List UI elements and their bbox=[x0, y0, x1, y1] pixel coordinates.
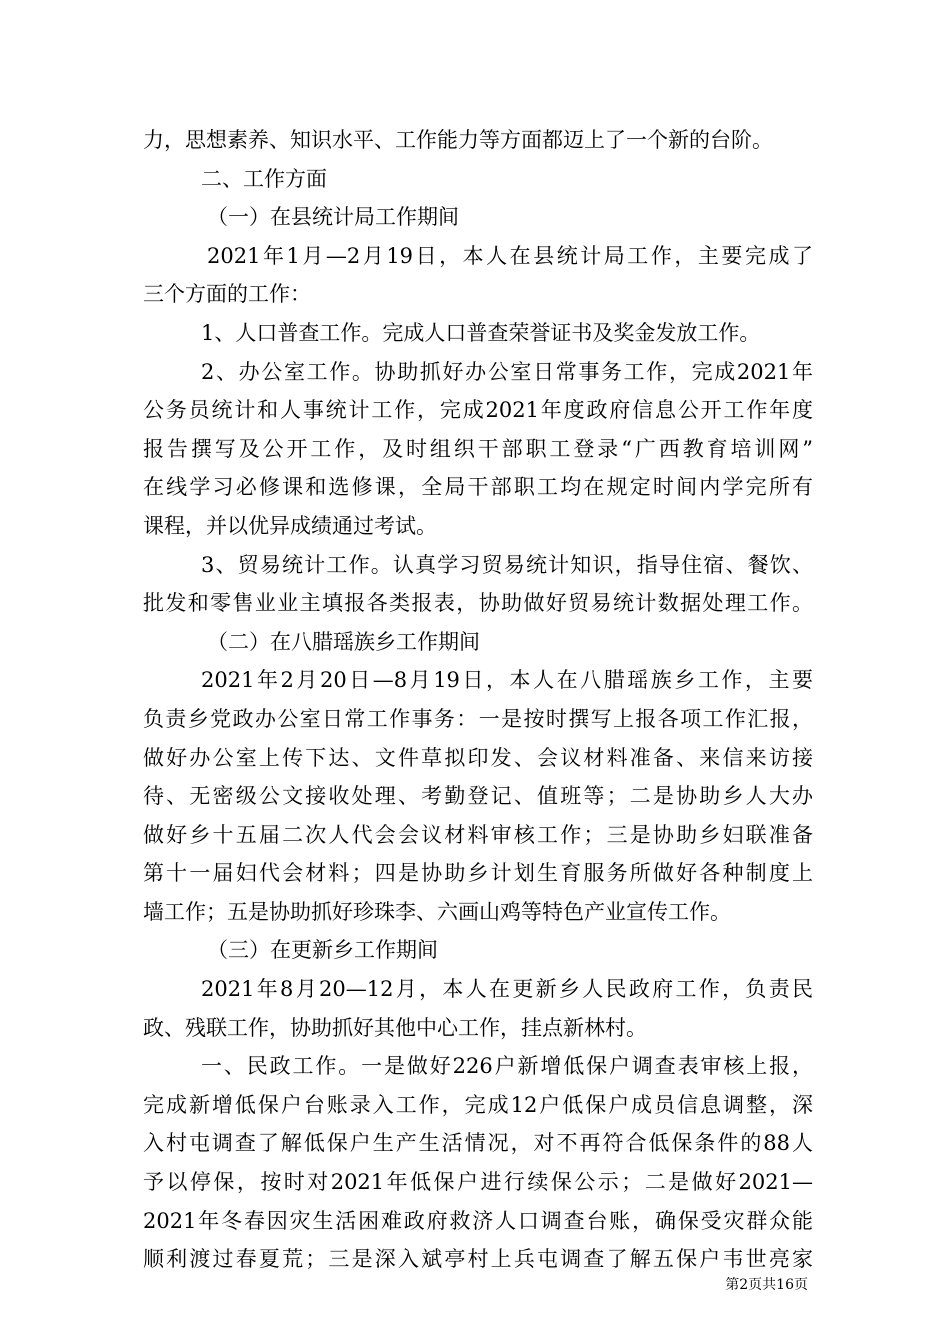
text-line: 负责乡党政办公室日常工作事务：一是按时撰写上报各项工作汇报， bbox=[143, 706, 813, 731]
text-line: 2021年1月—2月19日，本人在县统计局工作，主要完成了 bbox=[207, 243, 813, 268]
text-line: 2021年2月20日—8月19日，本人在八腊瑶族乡工作，主要 bbox=[201, 668, 813, 693]
text-line: 顺利渡过春夏荒；三是深入斌亭村上兵屯调查了解五保户韦世亮家 bbox=[143, 1247, 813, 1272]
section-heading: 二、工作方面 bbox=[201, 166, 327, 191]
text-line: 2021年冬春因灾生活困难政府救济人口调查台账，确保受灾群众能 bbox=[143, 1208, 813, 1233]
subsection-heading: （一）在县统计局工作期间 bbox=[207, 205, 459, 230]
text-line: 课程，并以优异成绩通过考试。 bbox=[143, 513, 437, 538]
text-line: 批发和零售业业主填报各类报表，协助做好贸易统计数据处理工作。 bbox=[143, 591, 813, 616]
text-line: 予以停保，按时对2021年低保户进行续保公示；二是做好2021— bbox=[143, 1170, 813, 1195]
page-number: 第2页共16页 bbox=[725, 1277, 808, 1293]
text-line: 政、残联工作，协助抓好其他中心工作，挂点新林村。 bbox=[143, 1015, 647, 1040]
text-line: 2、办公室工作。协助抓好办公室日常事务工作，完成2021年 bbox=[201, 359, 813, 384]
text-line: 做好办公室上传下达、文件草拟印发、会议材料准备、来信来访接 bbox=[143, 745, 813, 770]
text-line: 墙工作；五是协助抓好珍珠李、六画山鸡等特色产业宣传工作。 bbox=[143, 899, 731, 924]
text-line: 力，思想素养、知识水平、工作能力等方面都迈上了一个新的台阶。 bbox=[143, 128, 773, 152]
text-line: 一、民政工作。一是做好226户新增低保户调查表审核上报， bbox=[201, 1054, 813, 1079]
text-line: 2021年8月20—12月，本人在更新乡人民政府工作，负责民 bbox=[201, 977, 813, 1002]
text-line: 入村屯调查了解低保户生产生活情况，对不再符合低保条件的88人 bbox=[143, 1131, 813, 1156]
text-line: 公务员统计和人事统计工作，完成2021年度政府信息公开工作年度 bbox=[143, 398, 813, 423]
text-line: 完成新增低保户台账录入工作，完成12户低保户成员信息调整，深 bbox=[143, 1092, 813, 1117]
text-line: 报告撰写及公开工作，及时组织干部职工登录“广西教育培训网” bbox=[143, 436, 813, 461]
text-line: 在线学习必修课和选修课，全局干部职工均在规定时间内学完所有 bbox=[143, 475, 813, 500]
document-body bbox=[143, 121, 813, 1279]
subsection-heading: （二）在八腊瑶族乡工作期间 bbox=[207, 629, 480, 654]
text-line: 第十一届妇代会材料；四是协助乡计划生育服务所做好各种制度上 bbox=[143, 861, 813, 886]
text-line: 做好乡十五届二次人代会会议材料审核工作；三是协助乡妇联准备 bbox=[143, 822, 813, 847]
text-line: 1、人口普查工作。完成人口普查荣誉证书及奖金发放工作。 bbox=[201, 320, 761, 345]
text-line: 3、贸易统计工作。认真学习贸易统计知识，指导住宿、餐饮、 bbox=[201, 552, 813, 577]
subsection-heading: （三）在更新乡工作期间 bbox=[207, 938, 438, 963]
text-line: 待、无密级公文接收处理、考勤登记、值班等；二是协助乡人大办 bbox=[143, 784, 813, 809]
text-line: 三个方面的工作： bbox=[143, 282, 311, 307]
